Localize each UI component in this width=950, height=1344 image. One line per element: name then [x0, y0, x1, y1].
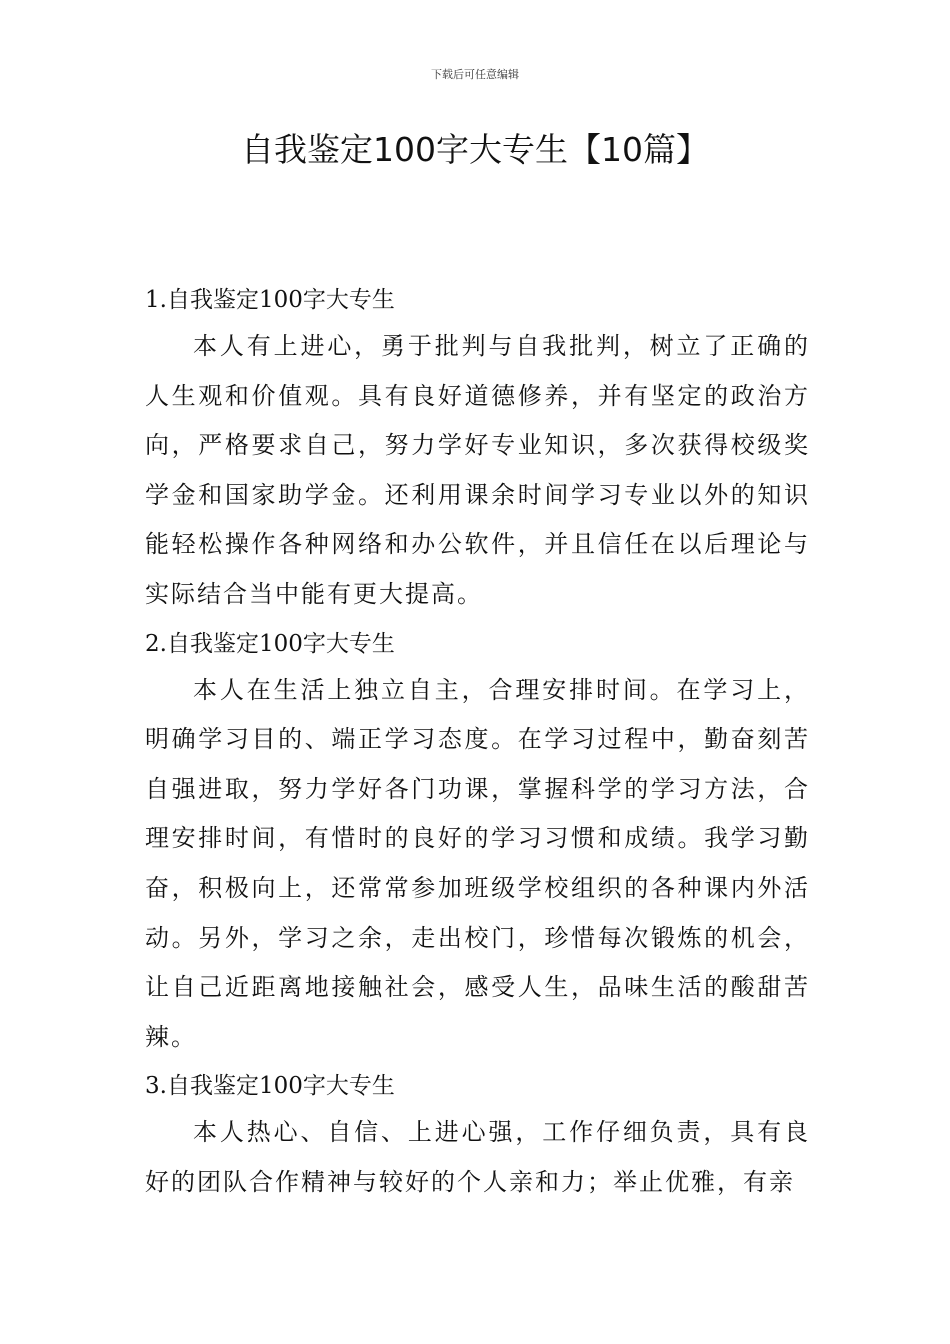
header-note: 下载后可任意编辑	[431, 68, 519, 81]
document-body	[145, 278, 810, 1210]
section-heading: 2.自我鉴定100字大专生	[145, 630, 395, 657]
section-heading: 1.自我鉴定100字大专生	[145, 287, 395, 313]
section-1	[145, 278, 810, 620]
document-title: 自我鉴定100字大专生【10篇】	[241, 130, 709, 169]
section-3	[145, 1064, 810, 1207]
section-2	[145, 622, 810, 1063]
section-paragraph: 本人在生活上独立自主，合理安排时间。在学习上，明确学习目的、端正学习态度。在学习过程中，勤奋刻苦自强进取，努力学好各门功课，掌握科学的学习方法，合理安排时间，有惜时的良好的学习习惯和成绩。我学习勤奋，积极向上，还常常参加班级学校组织的各种课内外活动。另外，学习之余，走出校门，珍惜每次锻炼的机会，让自己近距离地接触社会，感受人生，品味生活的酸甜苦辣。	[145, 675, 810, 1051]
section-heading: 3.自我鉴定100字大专生	[145, 1073, 395, 1100]
section-paragraph: 本人热心、自信、上进心强，工作仔细负责，具有良好的团队合作精神与较好的个人亲和力；举止优雅，有亲	[145, 1118, 810, 1196]
section-paragraph: 本人有上进心，勇于批判与自我批判，树立了正确的人生观和价值观。具有良好道德修养，并有坚定的政治方向，严格要求自己，努力学好专业知识，多次获得校级奖学金和国家助学金。还利用课余时间学习专业以外的知识能轻松操作各种网络和办公软件，并且信任在以后理论与实际结合当中能有更大提高。	[145, 332, 810, 608]
